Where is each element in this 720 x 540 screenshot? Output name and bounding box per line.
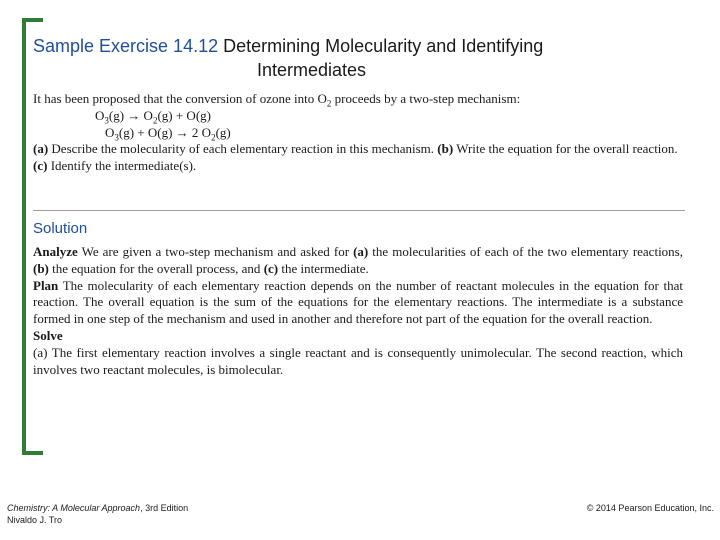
exercise-label: Sample Exercise 14.12 bbox=[33, 36, 219, 56]
section-divider bbox=[33, 210, 685, 211]
plan-paragraph: Plan The molecularity of each elementary reaction depends on the number of reactant molecules in the equation for that reaction. The overall equation is the sum of the equations for the elementary reactions. The intermediate is a substance formed in one step of the mechanism and used in another and therefore not part of the equation for the overall reaction. bbox=[33, 277, 683, 327]
author-name: Nivaldo J. Tro bbox=[7, 515, 63, 525]
copyright-notice: © 2014 Pearson Education, Inc. bbox=[586, 503, 714, 513]
problem-statement bbox=[33, 91, 683, 175]
solution-heading: Solution bbox=[33, 220, 88, 237]
book-edition: , 3rd Edition bbox=[140, 503, 189, 513]
footer-credit bbox=[7, 502, 188, 526]
equation-2: $O_3(g) + O(g) \to 2$ $O_2(g)$ bbox=[105, 124, 231, 143]
equation-1: $O_3(g) \to O_2(g) + O(g)$ bbox=[95, 107, 211, 126]
problem-questions: (a) Describe the molecularity of each elementary reaction in this mechanism. (b) Write the equation for the overall reaction. (c) Identify the intermediate(s). bbox=[33, 141, 678, 174]
analyze-paragraph: Analyze We are given a two-step mechanism and asked for (a) the molecularities of each of the two elementary reactions, (b) the equation for the overall process, and (c) the intermediate. bbox=[33, 244, 683, 276]
book-title: Chemistry: A Molecular Approach bbox=[7, 503, 141, 513]
solve-paragraph: (a) The first elementary reaction involves a single reactant and is consequently unimolecular. The second reaction, which involves two reactant molecules, is bimolecular. bbox=[33, 344, 683, 377]
problem-intro: It has been proposed that the conversion of ozone into $O_2$ proceeds by a two-step mechanism: bbox=[33, 91, 521, 109]
page-title bbox=[33, 34, 673, 82]
title-line-1: Determining Molecularity and Identifying bbox=[223, 36, 544, 56]
solution-body bbox=[33, 244, 683, 378]
title-line-2: Intermediates bbox=[257, 60, 367, 80]
solve-label: Solve bbox=[33, 327, 63, 343]
